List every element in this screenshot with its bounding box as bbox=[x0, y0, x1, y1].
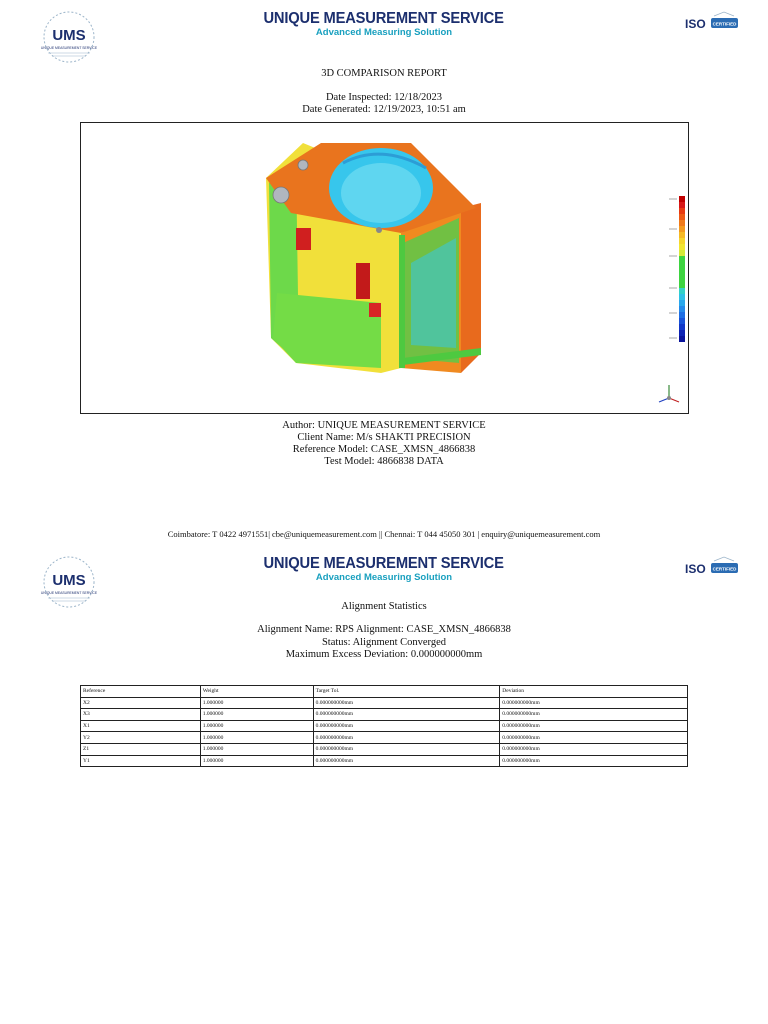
company-tagline: Advanced Measuring Solution bbox=[315, 27, 453, 38]
cell-reference: X2 bbox=[81, 697, 201, 709]
company-block bbox=[0, 10, 768, 38]
logo-text: UMS bbox=[52, 572, 86, 589]
alignment-name: Alignment Name: RPS Alignment: CASE_XMSN_4866838 bbox=[257, 624, 511, 635]
part-right-wall bbox=[461, 203, 481, 373]
logo-subtext: UNIQUE MEASUREMENT SERVICE bbox=[40, 46, 98, 50]
cell-target-tol: 0.000000000mm bbox=[313, 732, 500, 744]
cell-deviation: 0.000000000mm bbox=[500, 709, 688, 721]
company-tagline: Advanced Measuring Solution bbox=[315, 572, 453, 583]
iso-label: ISO bbox=[685, 562, 706, 576]
cell-weight: 1.000000 bbox=[200, 720, 313, 732]
part-pad-2 bbox=[356, 263, 370, 299]
date-generated: Date Generated: 12/19/2023, 10:51 am bbox=[302, 104, 466, 115]
cell-reference: Y2 bbox=[81, 732, 201, 744]
cell-weight: 1.000000 bbox=[200, 732, 313, 744]
cell-deviation: 0.000000000mm bbox=[500, 732, 688, 744]
cell-weight: 1.000000 bbox=[200, 755, 313, 767]
logo-subtext: UNIQUE MEASUREMENT SERVICE bbox=[40, 591, 98, 595]
cell-deviation: 0.000000000mm bbox=[500, 697, 688, 709]
col-reference: Reference bbox=[81, 686, 201, 698]
cell-reference: X1 bbox=[81, 720, 201, 732]
alignment-status: Status: Alignment Converged bbox=[321, 637, 447, 648]
table-row bbox=[81, 732, 688, 744]
company-block bbox=[0, 555, 768, 583]
logo-text: UMS bbox=[52, 27, 86, 44]
alignment-max-deviation: Maximum Excess Deviation: 0.000000000mm bbox=[285, 649, 483, 660]
cell-target-tol: 0.000000000mm bbox=[313, 709, 500, 721]
cell-target-tol: 0.000000000mm bbox=[313, 720, 500, 732]
part-pad-1 bbox=[296, 228, 311, 250]
cell-deviation: 0.000000000mm bbox=[500, 743, 688, 755]
cell-weight: 1.000000 bbox=[200, 743, 313, 755]
cell-reference: Z1 bbox=[81, 743, 201, 755]
cell-deviation: 0.000000000mm bbox=[500, 755, 688, 767]
comparison-figure bbox=[80, 122, 689, 414]
iso-badge bbox=[684, 10, 740, 34]
cell-target-tol: 0.000000000mm bbox=[313, 755, 500, 767]
table-row bbox=[81, 743, 688, 755]
contact-footer: Coimbatore: T 0422 4971551| cbe@uniquemeasurement.com || Chennai: T 044 45050 301 | enquiry@uniquemeasurement.com bbox=[167, 529, 601, 539]
test-model-line: Test Model: 4866838 DATA bbox=[324, 456, 444, 467]
client-line: Client Name: M/s SHAKTI PRECISION bbox=[297, 432, 471, 443]
cell-reference: Y1 bbox=[81, 755, 201, 767]
table-row bbox=[81, 709, 688, 721]
iso-certified-text: CERTIFIED bbox=[712, 566, 737, 572]
table-header-row bbox=[81, 686, 688, 698]
cell-weight: 1.000000 bbox=[200, 709, 313, 721]
cell-target-tol: 0.000000000mm bbox=[313, 743, 500, 755]
comparison-render bbox=[81, 123, 689, 414]
table-row bbox=[81, 755, 688, 767]
page1-header bbox=[0, 8, 768, 64]
cell-reference: X3 bbox=[81, 709, 201, 721]
alignment-heading: Alignment Statistics bbox=[341, 601, 427, 612]
table-row bbox=[81, 720, 688, 732]
date-inspected: Date Inspected: 12/18/2023 bbox=[325, 92, 443, 103]
cell-deviation: 0.000000000mm bbox=[500, 720, 688, 732]
iso-label: ISO bbox=[685, 17, 706, 31]
report-title: 3D COMPARISON REPORT bbox=[321, 68, 447, 79]
reference-model-line: Reference Model: CASE_XMSN_4866838 bbox=[292, 444, 476, 455]
table-row bbox=[81, 697, 688, 709]
company-name: UNIQUE MEASUREMENT SERVICE bbox=[263, 10, 505, 27]
author-line: Author: UNIQUE MEASUREMENT SERVICE bbox=[282, 420, 486, 431]
col-deviation: Deviation bbox=[500, 686, 688, 698]
col-weight: Weight bbox=[200, 686, 313, 698]
color-scale-legend bbox=[669, 196, 685, 342]
cell-target-tol: 0.000000000mm bbox=[313, 697, 500, 709]
axis-triad-icon bbox=[659, 385, 679, 402]
col-target-tol: Target Tol. bbox=[313, 686, 500, 698]
company-name: UNIQUE MEASUREMENT SERVICE bbox=[263, 555, 505, 572]
iso-certified-text: CERTIFIED bbox=[712, 21, 737, 27]
cell-weight: 1.000000 bbox=[200, 697, 313, 709]
iso-badge bbox=[684, 555, 740, 579]
alignment-table bbox=[80, 685, 688, 767]
